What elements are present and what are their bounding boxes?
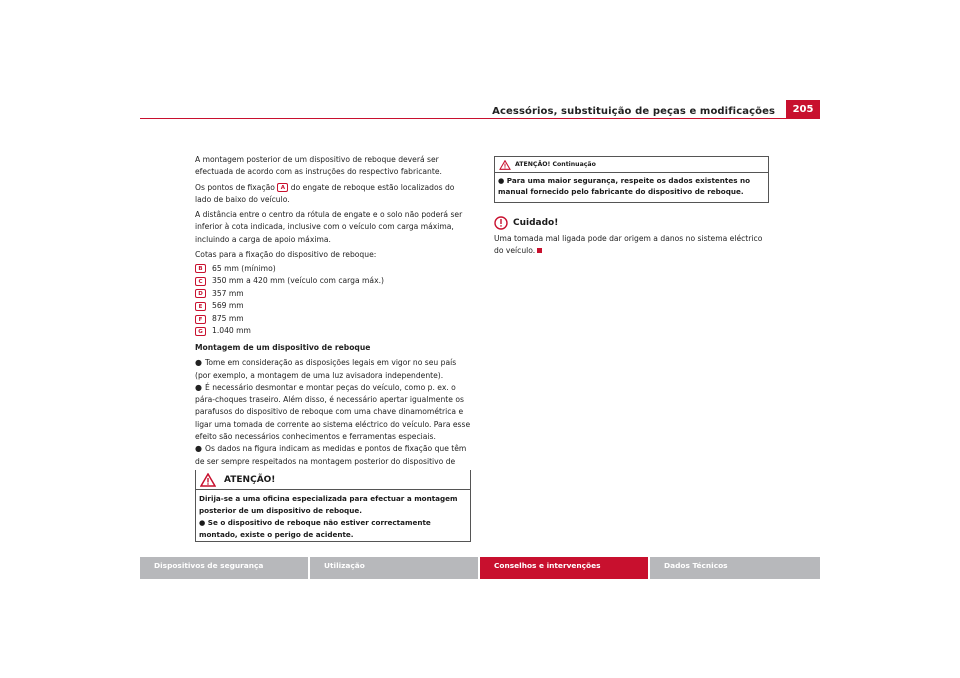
tab-dados-tecnicos[interactable]: Dados Técnicos — [650, 557, 820, 579]
bullet-item — [195, 382, 472, 443]
warning-continued-title: ATENÇÃO! Continuação — [515, 161, 596, 168]
marker-d: D — [195, 289, 206, 298]
bullet-dot-icon: ● — [195, 358, 202, 368]
tab-conselhos-e-intervencoes[interactable]: Conselhos e intervenções — [480, 557, 648, 579]
warning-continued-bullet — [498, 175, 765, 197]
intro-paragraph: A montagem posterior de um dispositivo de reboque deverá ser efectuada de acordo com as instruções do respectivo fabricante. — [195, 155, 442, 177]
caution-title: Cuidado! — [513, 218, 559, 228]
warning-line: Dirija-se a uma oficina especializada para efectuar a montagem posterior de um dispositivo de reboque. — [199, 494, 458, 515]
dimensions-intro: Cotas para a fixação do dispositivo de reboque: — [195, 250, 377, 260]
marker-c: C — [195, 277, 206, 286]
bullet-dot-icon: ● — [195, 382, 202, 392]
warning-continued-box — [494, 156, 769, 203]
warning-box — [195, 470, 471, 542]
fixation-text-after: do engate de reboque estão localizados do lado de baixo do veículo. — [195, 182, 455, 204]
dimension-row — [195, 262, 472, 275]
marker-g: G — [195, 327, 206, 336]
dimension-row — [195, 300, 472, 313]
distance-paragraph: A distância entre o centro da rótula de engate e o solo não poderá ser inferior à cota indicada, inclusive com o veículo com carga máxima, incluindo a carga de apoio máxima. — [195, 210, 463, 244]
fixation-paragraph — [195, 182, 472, 207]
dimension-row — [195, 325, 472, 338]
bullet-dot-icon: ● — [498, 176, 505, 185]
dimension-value: 65 mm (mínimo) — [212, 263, 276, 273]
exclamation-circle-icon — [494, 216, 508, 230]
bullet-text: Tome em consideração as disposições legais em vigor no seu país (por exemplo, a montagem de uma luz avisadora independente). — [195, 358, 457, 380]
page-header-title: Acessórios, substituição de peças e modificações — [492, 106, 775, 117]
dimension-value: 875 mm — [212, 313, 244, 323]
caution-header — [494, 215, 558, 231]
marker-e: E — [195, 302, 206, 311]
dimension-value: 357 mm — [212, 288, 244, 298]
footer-tabs — [140, 557, 820, 579]
warning-triangle-icon — [499, 160, 511, 170]
dimension-row — [195, 313, 472, 326]
dimension-value: 569 mm — [212, 301, 244, 311]
warning-bullet — [199, 517, 467, 541]
caution-body — [494, 233, 769, 257]
warning-continued-header — [495, 157, 768, 173]
caution-text: Uma tomada mal ligada pode dar origem a danos no sistema eléctrico do veículo. — [494, 234, 763, 255]
warning-continued-body — [495, 173, 768, 199]
fixation-text-before: Os pontos de fixação — [195, 182, 278, 192]
page-number: 205 — [786, 100, 820, 119]
left-column — [195, 154, 472, 480]
warning-title: ATENÇÃO! — [224, 474, 276, 485]
warning-triangle-icon — [200, 473, 216, 487]
bullet-item — [195, 357, 472, 382]
warning-bullet-text: Se o dispositivo de reboque não estiver correctamente montado, existe o perigo de acidente. — [199, 518, 431, 539]
dimension-value: 350 mm a 420 mm (veículo com carga máx.) — [212, 276, 384, 286]
dimension-value: 1.040 mm — [212, 326, 251, 336]
tab-utilizacao[interactable]: Utilização — [310, 557, 478, 579]
dimension-row — [195, 275, 472, 288]
dimensions-list — [195, 262, 472, 338]
warning-body — [196, 490, 470, 541]
end-of-section-icon — [537, 248, 542, 253]
warning-continued-text: Para uma maior segurança, respeite os dados existentes no manual fornecido pelo fabricante do dispositivo de reboque. — [498, 176, 751, 196]
marker-b: B — [195, 264, 206, 273]
bullet-dot-icon: ● — [195, 444, 202, 454]
tab-dispositivos-de-seguranca[interactable]: Dispositivos de segurança — [140, 557, 308, 579]
bullet-text: Os dados na figura indicam as medidas e pontos de fixação que têm de ser sempre respeitados na montagem posterior do dispositivo de — [195, 444, 467, 466]
bullet-dot-icon: ● — [199, 518, 206, 527]
section-title: Montagem de um dispositivo de reboque — [195, 342, 371, 352]
bullet-text: É necessário desmontar e montar peças do veículo, como p. ex. o pára-choques traseiro. Além disso, é necessário apertar igualmente os parafusos do dispositivo de reboque com uma chave dinamométrica e ligar uma tomada de corrente ao sistema eléctrico do veículo. Para esse efeito são necessários conhecimentos e ferramentas especiais. — [195, 382, 471, 442]
marker-a: A — [277, 183, 288, 192]
marker-f: F — [195, 315, 206, 324]
header-rule — [140, 118, 820, 119]
warning-header — [196, 470, 470, 490]
dimension-row — [195, 288, 472, 301]
